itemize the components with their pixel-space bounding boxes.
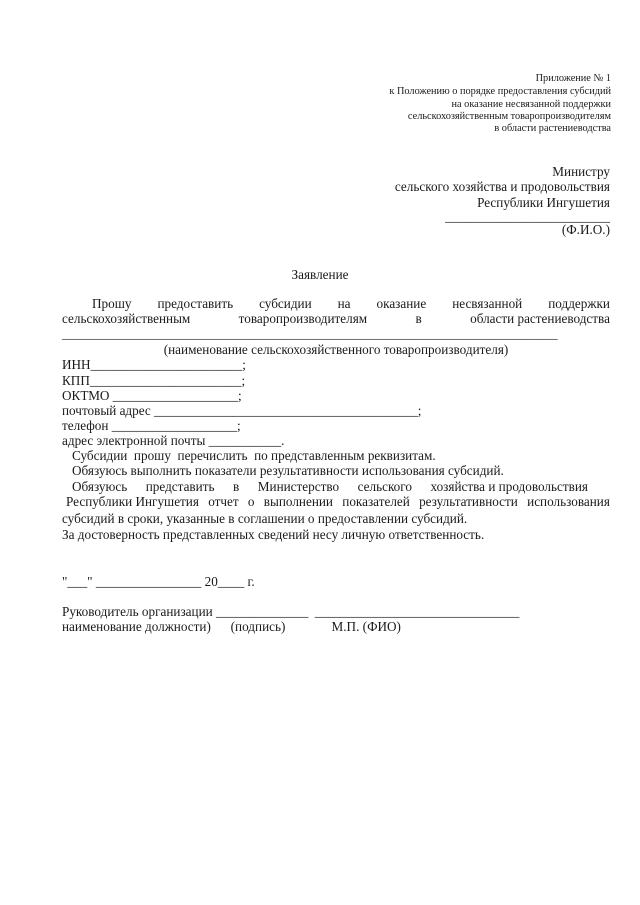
report-word: Обязуюсь bbox=[72, 479, 128, 494]
report-word: о bbox=[247, 494, 255, 509]
appendix-line: к Положению о порядке предоставления субсидий bbox=[389, 86, 611, 97]
applicant-name-blank: ________________________________________________________________________________ bbox=[62, 327, 558, 341]
oktmo-field: ОКТМО ___________________; bbox=[62, 388, 242, 403]
appendix-line: в области растениеводства bbox=[494, 123, 611, 134]
report-word: отчет bbox=[208, 494, 239, 509]
request-word: предоставить bbox=[157, 296, 234, 311]
appendix-line: на оказание несвязанной поддержки bbox=[451, 99, 611, 110]
document-title: Заявление bbox=[291, 267, 349, 282]
report-line-3: субсидий в сроки, указанные в соглашении о предоставлении субсидий. bbox=[62, 511, 468, 526]
report-word: хозяйства и продовольствия bbox=[430, 479, 588, 494]
postal-address-field: почтовый адрес ________________________________________; bbox=[62, 403, 422, 418]
addressee-line: Республики Ингушетия bbox=[477, 195, 610, 210]
email-field: адрес электронной почты ___________. bbox=[62, 433, 285, 448]
request-word: в bbox=[415, 311, 422, 326]
signature-line: Руководитель организации ______________ _______________________________ bbox=[62, 604, 520, 619]
request-word: Прошу bbox=[92, 296, 132, 311]
report-line-1 bbox=[72, 480, 588, 493]
report-word: представить bbox=[145, 479, 215, 494]
report-word: показателей bbox=[342, 494, 410, 509]
request-word: на bbox=[337, 296, 351, 311]
addressee-line: сельского хозяйства и продовольствия bbox=[394, 179, 610, 194]
inn-field: ИНН_______________________; bbox=[62, 357, 246, 372]
report-word: сельского bbox=[357, 479, 412, 494]
report-word: Министерство bbox=[257, 479, 340, 494]
request-word: субсидии bbox=[259, 296, 312, 311]
appendix-number: Приложение № 1 bbox=[535, 73, 611, 84]
request-word: поддержки bbox=[548, 296, 610, 311]
report-word: в bbox=[233, 479, 240, 494]
signature-captions: наименование должности) (подпись) М.П. (ФИО) bbox=[62, 619, 401, 634]
request-word: несвязанной bbox=[452, 296, 523, 311]
phone-field: телефон ___________________; bbox=[62, 418, 241, 433]
addressee-blank-line: _________________________ bbox=[445, 209, 610, 224]
kpp-field: КПП_______________________; bbox=[62, 373, 246, 388]
request-word: сельскохозяйственным bbox=[62, 311, 191, 326]
date-line: "___" ________________ 20____ г. bbox=[62, 574, 255, 589]
appendix-line: сельскохозяйственным товаропроизводителям bbox=[407, 111, 611, 122]
report-word: выполнении bbox=[263, 494, 333, 509]
request-word: оказание bbox=[376, 296, 427, 311]
report-word: Республики Ингушетия bbox=[66, 494, 199, 509]
applicant-name-caption: (наименование сельскохозяйственного товаропроизводителя) bbox=[163, 342, 509, 357]
addressee-line: Министру bbox=[552, 164, 610, 179]
request-word: товаропроизводителям bbox=[238, 311, 368, 326]
request-word: области растениеводства bbox=[470, 311, 610, 326]
report-line-2 bbox=[62, 495, 610, 508]
transfer-request: Субсидии прошу перечислить по представленным реквизитам. bbox=[72, 448, 436, 463]
addressee-fio: (Ф.И.О.) bbox=[561, 222, 610, 237]
report-word: использования bbox=[527, 494, 610, 509]
report-word: результативности bbox=[419, 494, 518, 509]
commitment-indicators: Обязуюсь выполнить показатели результативности использования субсидий. bbox=[72, 463, 504, 478]
responsibility-statement: За достоверность представленных сведений несу личную ответственность. bbox=[62, 527, 485, 542]
request-line-2 bbox=[62, 312, 610, 325]
request-line-1 bbox=[62, 297, 610, 310]
